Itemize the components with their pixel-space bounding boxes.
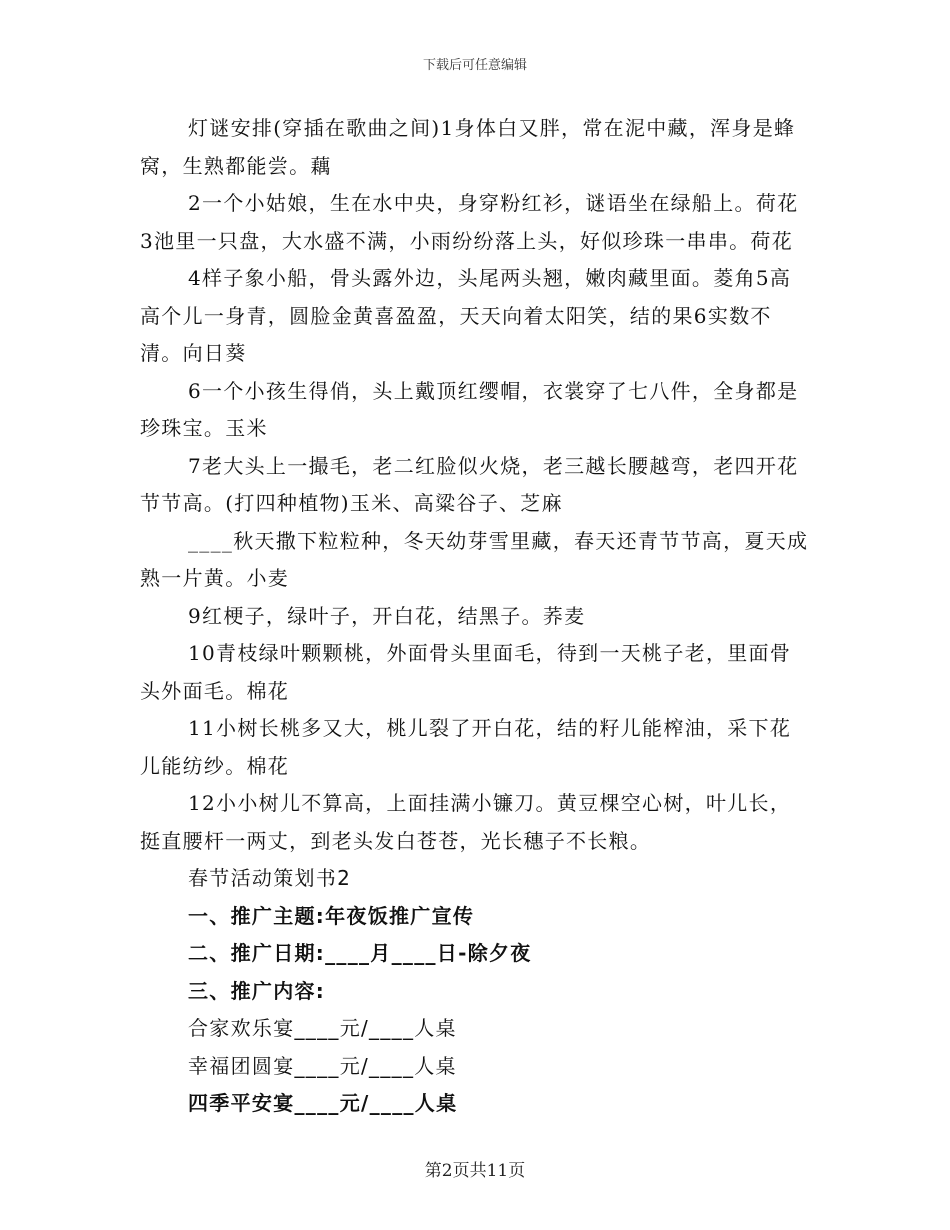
heading-date: 二、推广日期:____月____日-除夕夜 [188, 941, 532, 965]
heading-theme: 一、推广主题:年夜饭推广宣传 [188, 903, 475, 928]
menu-item-seasons: 四季平安宴____元/____人桌 [188, 1091, 458, 1115]
page-header: 下载后可任意编辑 [422, 58, 527, 73]
paragraph-riddle-2-3: 2一个小姑娘，生在水中央，身穿粉红衫，谜语坐在绿船上。荷花3池里一只盘，大水盛不满，小雨纷纷落上头，好似珍珠一串串。荷花 [140, 191, 799, 253]
paragraph-riddle-8: ____秋天撒下粒粒种，冬天幼芽雪里藏，春天还青节节高，夏天成熟一片黄。小麦 [140, 528, 809, 590]
paragraph-riddle-4-5: 4样子象小船，骨头露外边，头尾两头翘，嫩肉藏里面。菱角5高高个儿一身青，圆脸金黄喜盈盈，天天向着太阳笑，结的果6实数不清。向日葵 [140, 266, 792, 365]
paragraph-riddle-6: 6一个小孩生得俏，头上戴顶红缨帽，衣裳穿了七八件，全身都是珍珠宝。玉米 [140, 378, 799, 440]
document-body [140, 110, 812, 1123]
menu-item-reunion: 幸福团圆宴____元/____人桌 [188, 1053, 457, 1078]
heading-content: 三、推广内容: [188, 978, 326, 1003]
paragraph-riddle-12: 12小小树儿不算高，上面挂满小镰刀。黄豆棵空心树，叶儿长，挺直腰杆一两丈，到老头发白苍苍，光长穗子不长粮。 [140, 791, 792, 853]
paragraph-riddle-10: 10青枝绿叶颗颗桃，外面骨头里面毛，待到一天桃子老，里面骨头外面毛。棉花 [140, 641, 792, 703]
page-footer: 第2页共11页 [424, 1161, 526, 1181]
paragraph-riddle-1: 灯谜安排(穿插在歌曲之间)1身体白又胖，常在泥中藏，浑身是蜂窝，生熟都能尝。藕 [140, 116, 796, 178]
paragraph-riddle-11: 11小树长桃多又大，桃儿裂了开白花，结的籽儿能榨油，采下花儿能纺纱。棉花 [140, 716, 792, 778]
paragraph-riddle-9: 9红梗子，绿叶子，开白花，结黑子。荞麦 [188, 603, 586, 628]
section-title: 春节活动策划书2 [188, 866, 352, 890]
paragraph-riddle-7: 7老大头上一撮毛，老二红脸似火烧，老三越长腰越弯，老四开花节节高。(打四种植物)玉米、高粱谷子、芝麻 [140, 453, 799, 515]
menu-item-family: 合家欢乐宴____元/____人桌 [188, 1016, 457, 1040]
